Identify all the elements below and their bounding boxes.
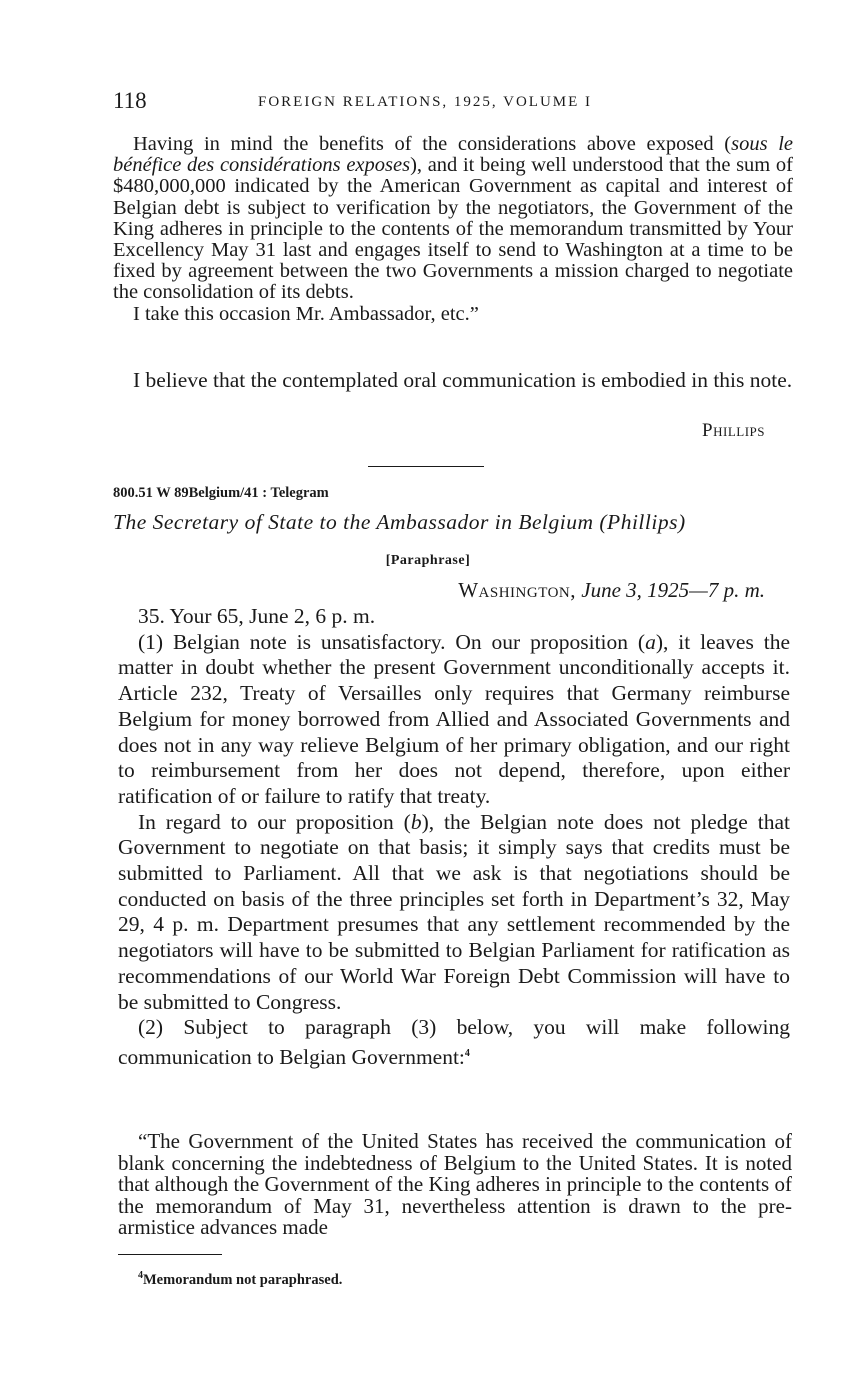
paragraph <box>118 810 790 1016</box>
text-span: (2) Subject to paragraph (3) below, you will make following communication to Belgian Government: <box>118 1015 790 1070</box>
proposition-letter: b <box>410 809 422 834</box>
dateline-place: Washington, <box>458 578 577 602</box>
signature: Phillips <box>702 420 765 441</box>
paragraph <box>118 1015 790 1071</box>
text-span: Having in mind the benefits of the considerations above exposed ( <box>133 133 732 155</box>
page-header <box>113 88 793 122</box>
telegram-body <box>118 604 790 1071</box>
paragraph: I take this occasion Mr. Ambassador, etc.” <box>133 302 479 325</box>
dateline-date: June 3, 1925—7 p. m. <box>581 578 765 602</box>
paragraph <box>113 134 793 304</box>
paraphrase-note: [Paraphrase] <box>385 553 471 568</box>
footnote-mark: 4 <box>138 1270 143 1281</box>
page-number: 118 <box>113 88 147 113</box>
text-span: ), the Belgian note does not pledge that Government to negotiate on that basis; it simply says that credits must be submitted to Parliament. All that we ask is that negotiations should be conducted on basis of the three principles set forth in Department’s 32, May 29, 4 p. m. Department presumes that any settlement recommended by the negotiators will have to be submitted to Belgian Parliament for ratification as recommendations of our World War Foreign Debt Commission will have to be submitted to Congress. <box>118 809 790 1014</box>
footnote-reference: 4 <box>464 1047 470 1059</box>
closing-remark <box>113 367 793 393</box>
dateline <box>458 578 765 603</box>
paragraph: 35. Your 65, June 2, 6 p. m. <box>138 604 376 628</box>
footnote-divider <box>118 1254 222 1255</box>
document-title: The Secretary of State to the Ambassador in Belgium (Phillips) <box>113 510 686 534</box>
footnote-text: Memorandum not paraphrased. <box>143 1271 343 1288</box>
file-reference: 800.51 W 89Belgium/41 : Telegram <box>113 485 329 501</box>
text-span: ), it leaves the matter in doubt whether the present Government unconditionally accepts it. Article 232, Treaty of Versailles only requires that Germany reimburse Belgium for money borrowed from Allied and Associated Governments and does not in any way relieve Belgium of her primary obligation, and our right to reimbursement from her does not depend, therefore, upon either ratification of or failure to ratify that treaty. <box>118 629 790 808</box>
previous-document-text <box>113 134 793 325</box>
proposition-letter: a <box>645 629 656 654</box>
footnote <box>138 1270 342 1289</box>
text-span: (1) Belgian note is unsatisfactory. On our proposition ( <box>138 629 646 654</box>
text-span: ), and it being well understood that the sum of $480,000,000 indicated by the American Government as capital and interest of Belgian debt is subject to verification by the negotiators, the Government of the King adheres in principle to the contents of the memorandum transmitted by Your Excellency May 31 last and engages itself to send to Washington at a time to be fixed by agreement between the two Governments a mission charged to negotiate the consolidation of its debts. <box>113 154 793 304</box>
paragraph <box>118 630 790 810</box>
running-head: FOREIGN RELATIONS, 1925, VOLUME I <box>258 94 593 110</box>
section-divider <box>368 466 484 467</box>
quoted-communication: “The Government of the United States has received the communication of blank concerning the indebtedness of Belgium to the United States. It is noted that although the Government of the King adheres in principle to the contents of the memorandum of May 31, nevertheless attention is drawn to the pre-armistice advances made <box>118 1129 792 1239</box>
paragraph: I believe that the contemplated oral communication is embodied in this note. <box>133 368 793 392</box>
text-span: In regard to our proposition ( <box>138 809 411 834</box>
french-quote: sous le bénéfice des considérations exposes <box>113 133 793 177</box>
